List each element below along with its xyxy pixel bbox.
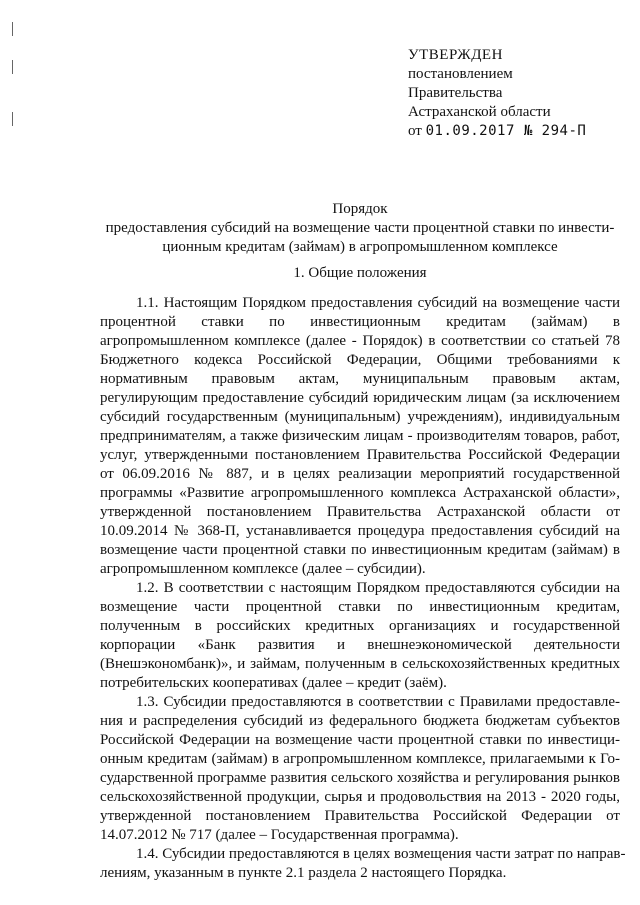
paragraph-line: 1.2. В соответствии с настоящим Порядком предоставляются субсидии на [136, 580, 620, 596]
paragraph-line: 14.07.2012 № 717 (далее – Государственная программа). [100, 827, 459, 843]
section-heading: 1. Общие положения [293, 265, 427, 281]
approval-heading: УТВЕРЖДЕН [408, 47, 503, 63]
approval-line: постановлением [408, 66, 513, 82]
paragraph-line: предпринимателям, а также физическим лицам - производителям товаров, работ, [100, 428, 620, 444]
paragraph-line: 1.1. Настоящим Порядком предоставления субсидий на возмещение части [136, 295, 620, 311]
paragraph [100, 579, 620, 693]
paragraph-line: агропромышленном комплексе (далее - Порядок) в соответствии со статьей 78 [100, 333, 620, 349]
paragraph-line: субсидий государственным (муниципальным) учреждениям), индивидуальным [100, 409, 620, 425]
paragraph-line: утвержденной постановлением Правительства Российской Федерации от [100, 808, 620, 824]
paragraph-line: агропромышленном комплексе (далее – субсидии). [100, 561, 426, 577]
approval-block [408, 46, 586, 141]
paragraph [100, 693, 620, 845]
scan-margin-mark [12, 112, 13, 126]
paragraph-line: сударственной программе развития сельского хозяйства и регулирования рынков [100, 770, 620, 786]
paragraph-line: сельскохозяйственной продукции, сырья и продовольствия на 2013 - 2020 годы, [100, 789, 620, 805]
paragraph-line: нормативным правовым актам, муниципальным правовым актам, [100, 371, 620, 387]
paragraph-line: 10.09.2014 № 368-П, устанавливается процедура предоставления субсидий на [100, 523, 620, 539]
paragraph-line: ния и распределения субсидий из федерального бюджета бюджетам субъектов [100, 713, 620, 729]
paragraph-line: возмещение части процентной ставки по инвестиционным кредитам (займам) в [100, 542, 620, 558]
scan-margin-mark [12, 22, 13, 36]
paragraph-line: лениям, указанным в пункте 2.1 раздела 2 настоящего Порядка. [100, 865, 507, 881]
document-title [100, 200, 620, 257]
paragraph-line: корпорации «Банк развития и внешнеэкономической деятельности [100, 637, 620, 653]
paragraph-line: утвержденной постановлением Правительства Астраханской области от [100, 504, 620, 520]
title-heading: Порядок [332, 201, 388, 217]
paragraph-line: потребительских кооперативах (далее – кредит (заём). [100, 675, 447, 691]
paragraph [100, 845, 626, 883]
paragraph-line: Бюджетного кодекса Российской Федерации, Общими требованиями к [100, 352, 620, 368]
paragraph-line: онным кредитам (займам) в агропромышленном комплексе, прилагаемыми к Го- [100, 751, 620, 767]
paragraph-line: услуг, утвержденными постановлением Правительства Российской Федерации [100, 447, 620, 463]
title-line: ционным кредитам (займам) в агропромышленном комплексе [162, 239, 558, 255]
approval-date-prefix: от [408, 123, 422, 139]
title-line: предоставления субсидий на возмещение части процентной ставки по инвести- [105, 220, 615, 236]
paragraph-line: полученным в российских кредитных организациях и государственной [100, 618, 620, 634]
paragraph-line: программы «Развитие агропромышленного комплекса Астраханской области», [100, 485, 620, 501]
document-body [100, 294, 626, 883]
paragraph-line: (Внешэкономбанк)», и займам, полученным в сельскохозяйственных кредитных [100, 656, 620, 672]
paragraph-line: возмещение части процентной ставки по инвестиционным кредитам, [100, 599, 620, 615]
approval-line: Астраханской области [408, 104, 551, 120]
paragraph [100, 294, 620, 579]
paragraph-line: регулирующим предоставление субсидий юридическим лицам (за исключением [100, 390, 620, 406]
paragraph-line: от 06.09.2016 № 887, и в целях реализации мероприятий государственной [100, 466, 620, 482]
paragraph-line: 1.4. Субсидии предоставляются в целях возмещения части затрат по направ- [136, 846, 626, 862]
paragraph-line: процентной ставки по инвестиционным кредитам (займам) в [100, 314, 620, 330]
paragraph-line: 1.3. Субсидии предоставляются в соответствии с Правилами предоставле- [136, 694, 620, 710]
approval-date-number: 01.09.2017 № 294-П [425, 123, 587, 139]
paragraph-line: Российской Федерации на возмещение части процентной ставки по инвестици- [100, 732, 620, 748]
approval-date-line [408, 122, 586, 141]
scan-margin-mark [12, 60, 13, 74]
approval-line: Правительства [408, 85, 503, 101]
